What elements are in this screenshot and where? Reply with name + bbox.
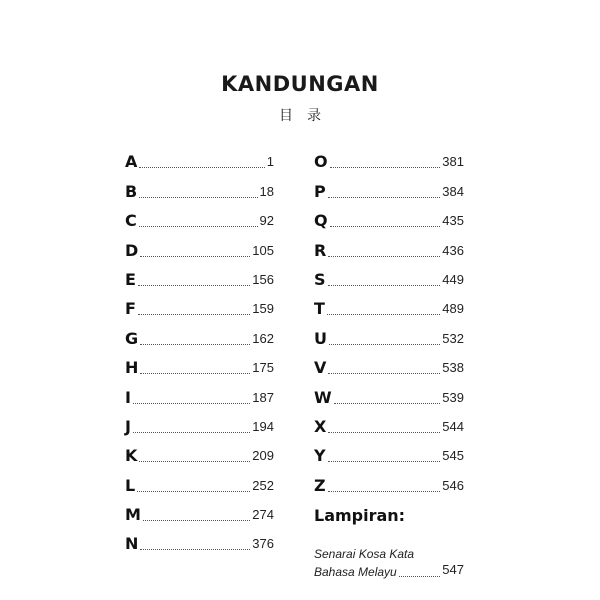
section-letter: K xyxy=(125,446,138,466)
page-number: 538 xyxy=(442,360,464,376)
page-number: 381 xyxy=(442,154,464,170)
contents-entry xyxy=(314,378,464,407)
dot-leader xyxy=(139,225,258,227)
page-number: 435 xyxy=(442,213,464,229)
page-number: 489 xyxy=(442,301,464,317)
page-number: 1 xyxy=(266,154,274,170)
contents-entry xyxy=(314,466,464,495)
contents-entry xyxy=(125,496,274,525)
section-letter: M xyxy=(125,505,141,525)
dot-leader xyxy=(139,460,250,462)
dot-leader xyxy=(133,431,250,433)
contents-column-right xyxy=(314,143,464,580)
section-letter: U xyxy=(314,328,327,348)
section-letter: B xyxy=(125,181,138,201)
contents-entry xyxy=(125,437,274,466)
section-letter: V xyxy=(314,358,327,378)
contents-entry xyxy=(125,349,274,378)
page-number: 162 xyxy=(252,330,274,346)
page-number: 159 xyxy=(252,301,274,317)
section-letter: Y xyxy=(314,446,326,466)
contents-column-left xyxy=(125,143,274,554)
section-letter: W xyxy=(314,387,332,407)
section-letter: G xyxy=(125,328,139,348)
dot-leader xyxy=(328,255,440,257)
contents-entry xyxy=(314,202,464,231)
dot-leader xyxy=(138,284,250,286)
dot-leader xyxy=(140,548,250,550)
page-number: 532 xyxy=(442,330,464,346)
contents-entry xyxy=(314,408,464,437)
dot-leader xyxy=(399,575,441,577)
page-subtitle: 目录 xyxy=(279,108,335,124)
page-number: 545 xyxy=(442,448,464,464)
contents-entry xyxy=(314,319,464,348)
contents-entry xyxy=(314,349,464,378)
dot-leader xyxy=(140,372,250,374)
contents-entry xyxy=(314,437,464,466)
dot-leader xyxy=(328,490,441,492)
appendix-page-number: 547 xyxy=(442,561,464,577)
dot-leader xyxy=(328,372,440,374)
dot-leader xyxy=(328,284,441,286)
contents-entry xyxy=(314,172,464,201)
page-number: 175 xyxy=(252,360,274,376)
page-number: 449 xyxy=(442,271,464,287)
appendix-title-line1: Senarai Kosa Kata xyxy=(314,546,415,561)
dot-leader xyxy=(139,196,257,198)
contents-entry xyxy=(314,231,464,260)
page-number: 544 xyxy=(442,418,464,434)
section-letter: Z xyxy=(314,475,326,495)
page-number: 187 xyxy=(252,389,274,405)
section-letter: X xyxy=(314,416,327,436)
dot-leader xyxy=(133,402,250,404)
page-number: 436 xyxy=(442,242,464,258)
section-letter: L xyxy=(125,475,136,495)
contents-entry xyxy=(125,231,274,260)
contents-entry xyxy=(125,525,274,554)
section-letter: A xyxy=(125,152,138,172)
section-letter: E xyxy=(125,269,136,289)
appendix-title-line2: Bahasa Melayu xyxy=(314,564,397,579)
contents-entry xyxy=(125,319,274,348)
contents-entry xyxy=(125,143,274,172)
appendix-entry xyxy=(314,562,464,580)
dot-leader xyxy=(328,431,440,433)
page-number: 539 xyxy=(442,389,464,405)
page-number: 546 xyxy=(442,477,464,493)
page-number: 274 xyxy=(252,507,274,523)
page-number: 384 xyxy=(442,183,464,199)
section-letter: F xyxy=(125,299,136,319)
page-number: 156 xyxy=(252,271,274,287)
contents-entry xyxy=(314,143,464,172)
page-number: 209 xyxy=(252,448,274,464)
page-number: 18 xyxy=(259,183,274,199)
page-number: 376 xyxy=(252,536,274,552)
dot-leader xyxy=(329,343,440,345)
section-letter: H xyxy=(125,358,139,378)
section-letter: I xyxy=(125,387,131,407)
page-number: 105 xyxy=(252,242,274,258)
appendix-heading: Lampiran: xyxy=(314,505,406,525)
dot-leader xyxy=(330,166,441,168)
contents-entry xyxy=(125,202,274,231)
page-number: 92 xyxy=(259,213,274,229)
dot-leader xyxy=(334,402,441,404)
contents-entry xyxy=(314,290,464,319)
section-letter: N xyxy=(125,534,139,554)
dot-leader xyxy=(328,196,441,198)
dot-leader xyxy=(137,490,250,492)
dot-leader xyxy=(327,313,440,315)
section-letter: S xyxy=(314,269,326,289)
contents-entry xyxy=(125,466,274,495)
dot-leader xyxy=(139,166,264,168)
section-letter: D xyxy=(125,240,139,260)
contents-entry xyxy=(314,261,464,290)
section-letter: O xyxy=(314,152,328,172)
contents-entry xyxy=(125,290,274,319)
section-letter: P xyxy=(314,181,326,201)
dot-leader xyxy=(138,313,250,315)
section-letter: T xyxy=(314,299,325,319)
dot-leader xyxy=(140,343,250,345)
dot-leader xyxy=(328,460,441,462)
page-number: 194 xyxy=(252,418,274,434)
section-letter: C xyxy=(125,211,137,231)
contents-entry xyxy=(125,261,274,290)
dot-leader xyxy=(143,519,250,521)
section-letter: Q xyxy=(314,211,328,231)
dot-leader xyxy=(330,225,441,227)
dot-leader xyxy=(140,255,250,257)
section-letter: J xyxy=(125,416,131,436)
contents-entry xyxy=(125,408,274,437)
contents-entry xyxy=(125,378,274,407)
section-letter: R xyxy=(314,240,327,260)
page-title: KANDUNGAN xyxy=(221,72,379,96)
contents-entry xyxy=(125,172,274,201)
page-number: 252 xyxy=(252,477,274,493)
